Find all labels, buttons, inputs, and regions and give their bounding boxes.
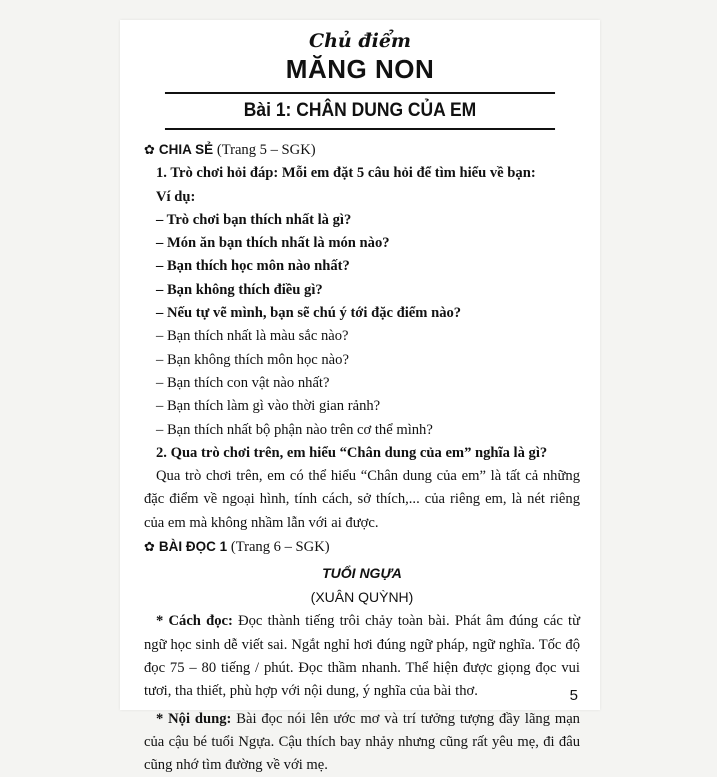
section-ref: (Trang 6 – SGK) <box>230 539 330 556</box>
list-item: – Bạn không thích điều gì? <box>156 281 323 298</box>
answer-paragraph <box>144 465 580 535</box>
section-heading-chia-se <box>144 138 580 162</box>
reading-guide-text: Đọc thành tiếng trôi chảy toàn bài. Phát âm đúng các từ ngữ học sinh dễ viết sai. Ngắt nghỉ hơi đúng ngữ pháp, ngữ nghĩa. Tốc độ đọc 75 – 80 tiếng / phút. Đọc thầm nhanh. Thể hiện được giọng đọc vui tươi, tha thiết, phù hợp với nội dung, ý nghĩa của bài thơ. <box>144 613 580 700</box>
theme-title: MĂNG NON <box>285 54 435 84</box>
book-page <box>120 20 600 774</box>
question-1: 1. Trò chơi hỏi đáp: Mỗi em đặt 5 câu hỏi để tìm hiểu về bạn: <box>156 165 536 182</box>
list-item: – Bạn thích làm gì vào thời gian rảnh? <box>156 398 381 415</box>
section-ref: (Trang 5 – SGK) <box>216 142 316 158</box>
reading-guide-paragraph <box>144 610 580 703</box>
section-title: CHIA SẺ <box>158 142 214 157</box>
reading-guide-label: * Cách đọc: <box>156 613 233 630</box>
list-item: – Bạn không thích môn học nào? <box>156 351 349 368</box>
content-paragraph <box>144 708 580 777</box>
flower-icon: ✿ <box>144 540 155 556</box>
list-item: – Món ăn bạn thích nhất là món nào? <box>156 235 390 252</box>
page-content <box>144 138 580 777</box>
answer-text: Qua trò chơi trên, em có thể hiểu “Chân dung của em” là tất cả những đặc điểm về ngoại hình, tính cách, sở thích,... của riêng em, là nét riêng của em mà không nhầm lẫn với ai được. <box>144 468 580 531</box>
question-2: 2. Qua trò chơi trên, em hiểu “Chân dung của em” nghĩa là gì? <box>156 444 548 461</box>
content-text: Bài đọc nói lên ước mơ và trí tưởng tượng đầy lãng mạn của cậu bé tuổi Ngựa. Cậu thích bay nhảy nhưng cũng rất yêu mẹ, đi đâu cũng nhớ tìm đường về với mẹ. <box>144 710 580 774</box>
poem-author: (XUÂN QUỲNH) <box>310 589 414 606</box>
content-label: * Nội dung: <box>156 710 232 727</box>
section-heading-bai-doc <box>144 535 580 559</box>
list-item: – Nếu tự vẽ mình, bạn sẽ chú ý tới đặc điểm nào? <box>156 305 462 322</box>
list-item: – Bạn thích nhất là màu sắc nào? <box>156 328 349 345</box>
theme-label: Chủ điểm <box>308 30 412 52</box>
list-item: – Bạn thích con vật nào nhất? <box>156 374 330 391</box>
section-title: BÀI ĐỌC 1 <box>158 539 228 555</box>
list-item: – Bạn thích nhất bộ phận nào trên cơ thể mình? <box>156 421 433 438</box>
page-number: 5 <box>569 687 578 704</box>
list-item: – Bạn thích học môn nào nhất? <box>156 258 350 275</box>
list-item: – Trò chơi bạn thích nhất là gì? <box>156 211 352 228</box>
example-label: Ví dụ: <box>156 188 196 205</box>
poem-title: TUỔI NGỰA <box>322 565 402 582</box>
flower-icon: ✿ <box>144 143 155 158</box>
lesson-title: Bài 1: CHÂN DUNG CỦA EM <box>165 92 555 130</box>
